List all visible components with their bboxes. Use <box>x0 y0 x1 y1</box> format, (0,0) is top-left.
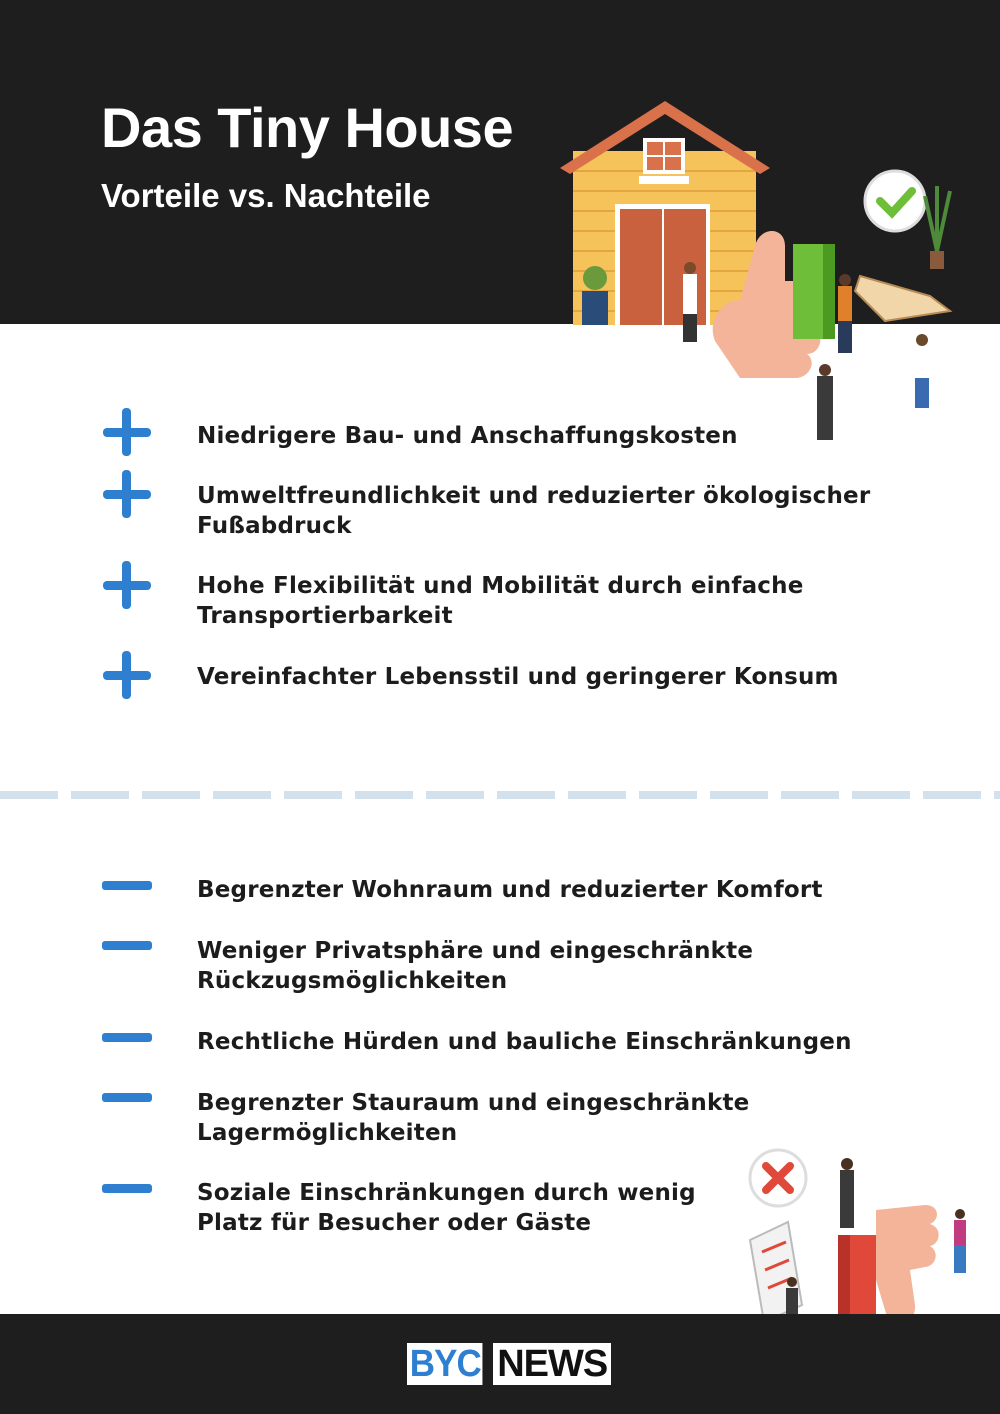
con-text-line: Soziale Einschränkungen durch wenig <box>197 1180 696 1206</box>
pro-text-line: Umweltfreundlichkeit und reduzierter ökologischer <box>197 483 871 509</box>
minus-icon <box>100 1178 154 1198</box>
con-text-line: Lagermöglichkeiten <box>197 1120 458 1146</box>
plus-icon <box>100 467 154 521</box>
pro-text-line: Transportierbarkeit <box>197 603 453 629</box>
minus-icon <box>100 1087 154 1107</box>
minus-icon <box>100 935 154 955</box>
house-thumbs-up-illustration <box>555 96 965 446</box>
pro-text-line: Niedrigere Bau- und Anschaffungskosten <box>197 423 738 449</box>
pro-text-line: Fußabdruck <box>197 513 352 539</box>
con-text-line: Rechtliche Hürden und bauliche Einschränkungen <box>197 1029 852 1055</box>
con-text-line: Rückzugsmöglichkeiten <box>197 968 508 994</box>
pro-text-line: Hohe Flexibilität und Mobilität durch einfache <box>197 573 804 599</box>
logo-part-news: NEWS <box>489 1343 611 1385</box>
page-subtitle: Vorteile vs. Nachteile <box>101 177 431 214</box>
logo-part-byc: BYC <box>407 1343 483 1385</box>
plus-icon <box>100 648 154 702</box>
page-title: Das Tiny House <box>101 96 514 159</box>
con-text-line: Platz für Besucher oder Gäste <box>197 1210 592 1236</box>
minus-icon <box>100 875 154 895</box>
con-text-line: Begrenzter Wohnraum und reduzierter Komfort <box>197 877 823 903</box>
plus-icon <box>100 558 154 612</box>
pro-text-line: Vereinfachter Lebensstil und geringerer Konsum <box>197 664 839 690</box>
section-divider <box>0 791 1000 799</box>
minus-icon <box>100 1027 154 1047</box>
con-text-line: Begrenzter Stauraum und eingeschränkte <box>197 1090 750 1116</box>
plus-icon <box>100 405 154 459</box>
con-text-line: Weniger Privatsphäre und eingeschränkte <box>197 938 754 964</box>
byc-news-logo[interactable] <box>407 1343 611 1385</box>
